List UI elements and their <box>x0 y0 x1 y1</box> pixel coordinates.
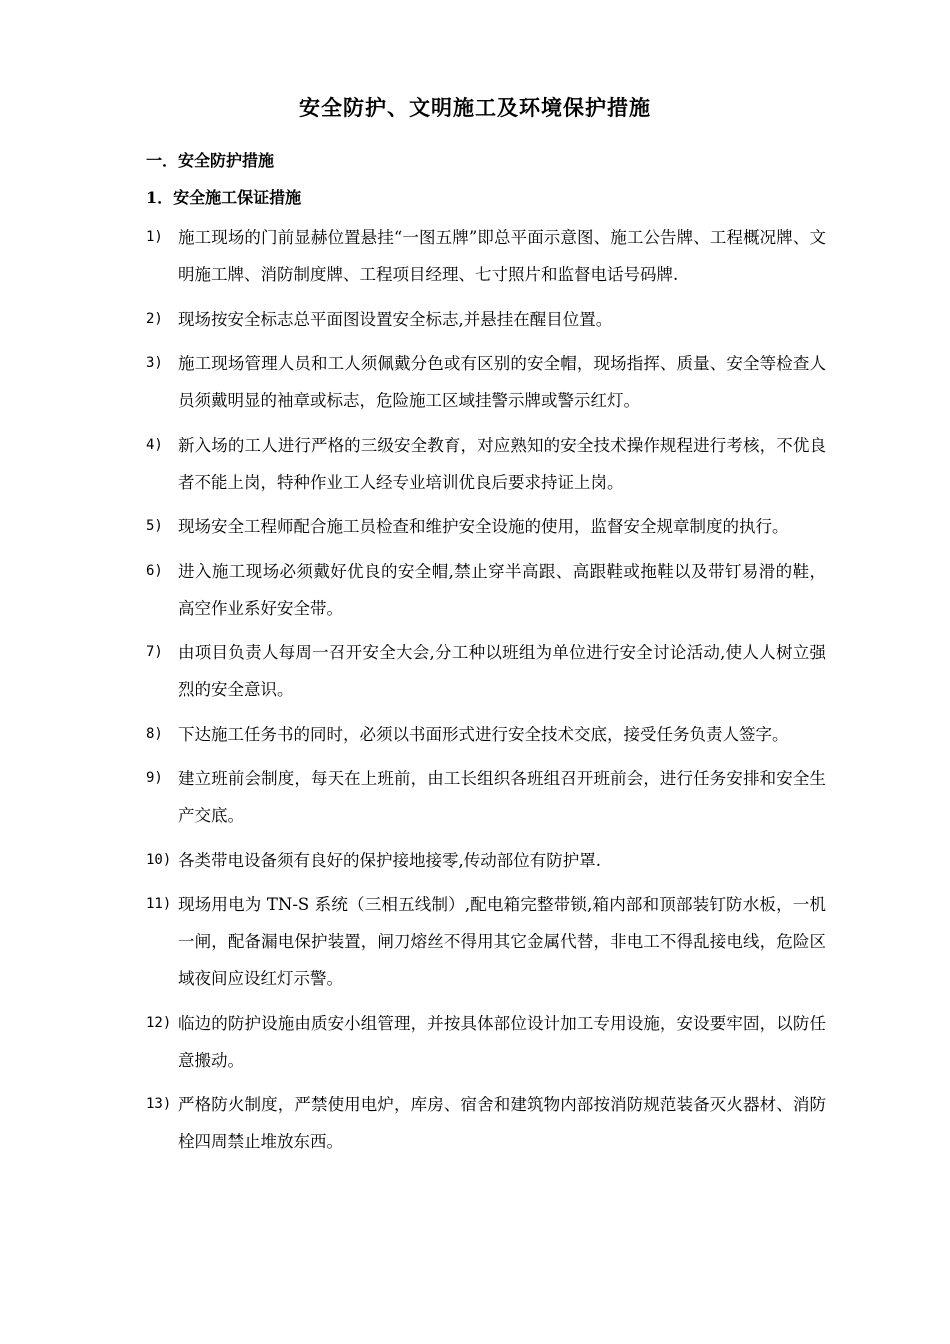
list-item <box>146 634 826 708</box>
item-number: 3) <box>146 355 163 371</box>
item-number: 10) <box>146 851 172 868</box>
list-item <box>146 760 826 834</box>
measure-list <box>146 219 826 1168</box>
item-text: 现场安全工程师配合施工员检查和维护安全设施的使用，监督安全规章制度的执行。 <box>178 517 789 536</box>
subsection-heading: 1．安全施工保证措施 <box>146 188 302 207</box>
item-number: 7) <box>146 644 163 660</box>
list-item <box>146 842 826 879</box>
item-text: 各类带电设备须有良好的保护接地接零,传动部位有防护罩. <box>178 850 601 870</box>
list-item <box>146 427 826 501</box>
list-item <box>146 716 826 753</box>
item-text: 现场按安全标志总平面图设置安全标志,并悬挂在醒目位置。 <box>178 309 613 329</box>
item-text: 严格防火制度，严禁使用电炉，库房、宿舍和建筑物内部按消防规范装备灭火器材、消防栓四周禁止堆放东西。 <box>178 1095 826 1151</box>
document-title: 安全防护、文明施工及环境保护措施 <box>299 95 651 120</box>
list-item <box>146 553 826 627</box>
item-text: 施工现场管理人员和工人须佩戴分色或有区别的安全帽，现场指挥、质量、安全等检查人员须戴明显的袖章或标志，危险施工区域挂警示牌或警示红灯。 <box>178 354 826 410</box>
item-text: 下达施工任务书的同时，必须以书面形式进行安全技术交底，接受任务负责人签字。 <box>178 724 789 744</box>
item-number: 8) <box>146 725 163 742</box>
item-number: 4) <box>146 436 163 453</box>
list-item <box>146 1086 826 1160</box>
item-text: 现场用电为 TN-S 系统（三相五线制）,配电箱完整带锁,箱内部和顶部装钉防水板，一机一闸，配备漏电保护装置，闸刀熔丝不得用其它金属代替，非电工不得乱接电线，危险区域夜间应设红灯示警。 <box>178 895 826 988</box>
section-heading: 一．安全防护措施 <box>146 151 275 170</box>
item-number: 11) <box>146 896 172 912</box>
list-item <box>146 345 826 419</box>
item-text: 由项目负责人每周一召开安全大会,分工种以班组为单位进行安全讨论活动,使人人树立强烈的安全意识。 <box>178 643 826 699</box>
item-number: 2) <box>146 310 163 327</box>
list-item <box>146 1005 826 1079</box>
item-number: 6) <box>146 562 163 579</box>
item-text: 施工现场的门前显赫位置悬挂“一图五牌”即总平面示意图、施工公告牌、工程概况牌、文明施工牌、消防制度牌、工程项目经理、七寸照片和监督电话号码牌. <box>178 228 826 284</box>
list-item <box>146 886 826 997</box>
list-item <box>146 301 826 338</box>
item-number: 12) <box>146 1014 172 1031</box>
item-number: 5) <box>146 518 163 534</box>
item-text: 临边的防护设施由质安小组管理，并按具体部位设计加工专用设施，安设要牢固，以防任意搬动。 <box>178 1013 826 1070</box>
item-text: 进入施工现场必须戴好优良的安全帽,禁止穿半高跟、高跟鞋或拖鞋以及带钉易滑的鞋，高空作业系好安全带。 <box>178 561 826 618</box>
list-item <box>146 219 826 293</box>
item-number: 13) <box>146 1096 172 1112</box>
list-item <box>146 508 826 545</box>
item-text: 建立班前会制度，每天在上班前，由工长组织各班组召开班前会，进行任务安排和安全生产交底。 <box>178 769 826 825</box>
item-number: 1) <box>146 229 163 245</box>
item-text: 新入场的工人进行严格的三级安全教育，对应熟知的安全技术操作规程进行考核，不优良者不能上岗，特种作业工人经专业培训优良后要求持证上岗。 <box>178 435 826 492</box>
item-number: 9) <box>146 770 163 786</box>
